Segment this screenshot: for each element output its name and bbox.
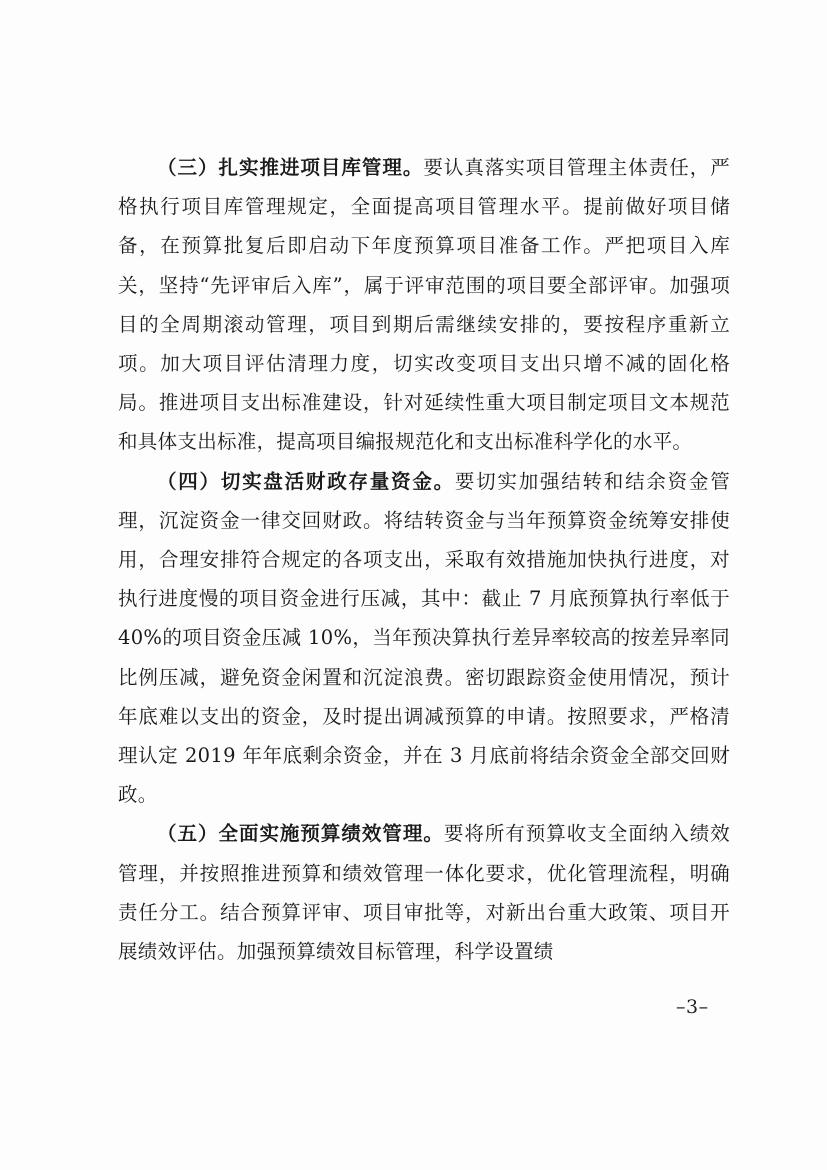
paragraph-performance-management (118, 814, 730, 971)
paragraph-text-4: 要切实加强结转和结余资金管理，沉淀资金一律交回财政。将结转资金与当年预算资金统筹安排使用，合理安排符合规定的各项支出，采取有效措施加快执行进度，对执行进度慢的项目资金进行压减，其中：截止 7 月底预算执行率低于 40%的项目资金压减 10%，当年预决算执行差异率较高的按差异率同比例压减，避免资金闲置和沉淀浪费。密切跟踪资金使用情况，预计年底难以支出的资金，及时提出调减预算的申请。按照要求，严格清理认定 2019 年年底剩余资金，并在 3 月底前将结余资金全部交回财政。 (118, 469, 730, 807)
section-heading-5: （五）全面实施预算绩效管理。 (157, 822, 444, 846)
page-number: –3– (676, 996, 709, 1018)
paragraph-idle-funds (118, 462, 730, 815)
paragraph-project-library (118, 148, 730, 462)
document-body (118, 148, 730, 971)
section-heading-3: （三）扎实推进项目库管理。 (157, 156, 424, 179)
paragraph-text-3: 要认真落实项目管理主体责任，严格执行项目库管理规定，全面提高项目管理水平。提前做好项目储备，在预算批复后即启动下年度预算项目准备工作。严把项目入库关，坚持“先评审后入库”，属于评审范围的项目要全部评审。加强项目的全周期滚动管理，项目到期后需继续安排的，要按程序重新立项。加大项目评估清理力度，切实改变项目支出只增不减的固化格局。推进项目支出标准建设，针对延续性重大项目制定项目文本规范和具体支出标准，提高项目编报规范化和支出标准科学化的水平。 (118, 156, 730, 454)
paragraph-text-5: 要将所有预算收支全面纳入绩效管理，并按照推进预算和绩效管理一体化要求，优化管理流程，明确责任分工。结合预算评审、项目审批等，对新出台重大政策、项目开展绩效评估。加强预算绩效目标管理，科学设置绩 (118, 822, 730, 964)
section-heading-4: （四）切实盘活财政存量资金。 (157, 469, 455, 493)
